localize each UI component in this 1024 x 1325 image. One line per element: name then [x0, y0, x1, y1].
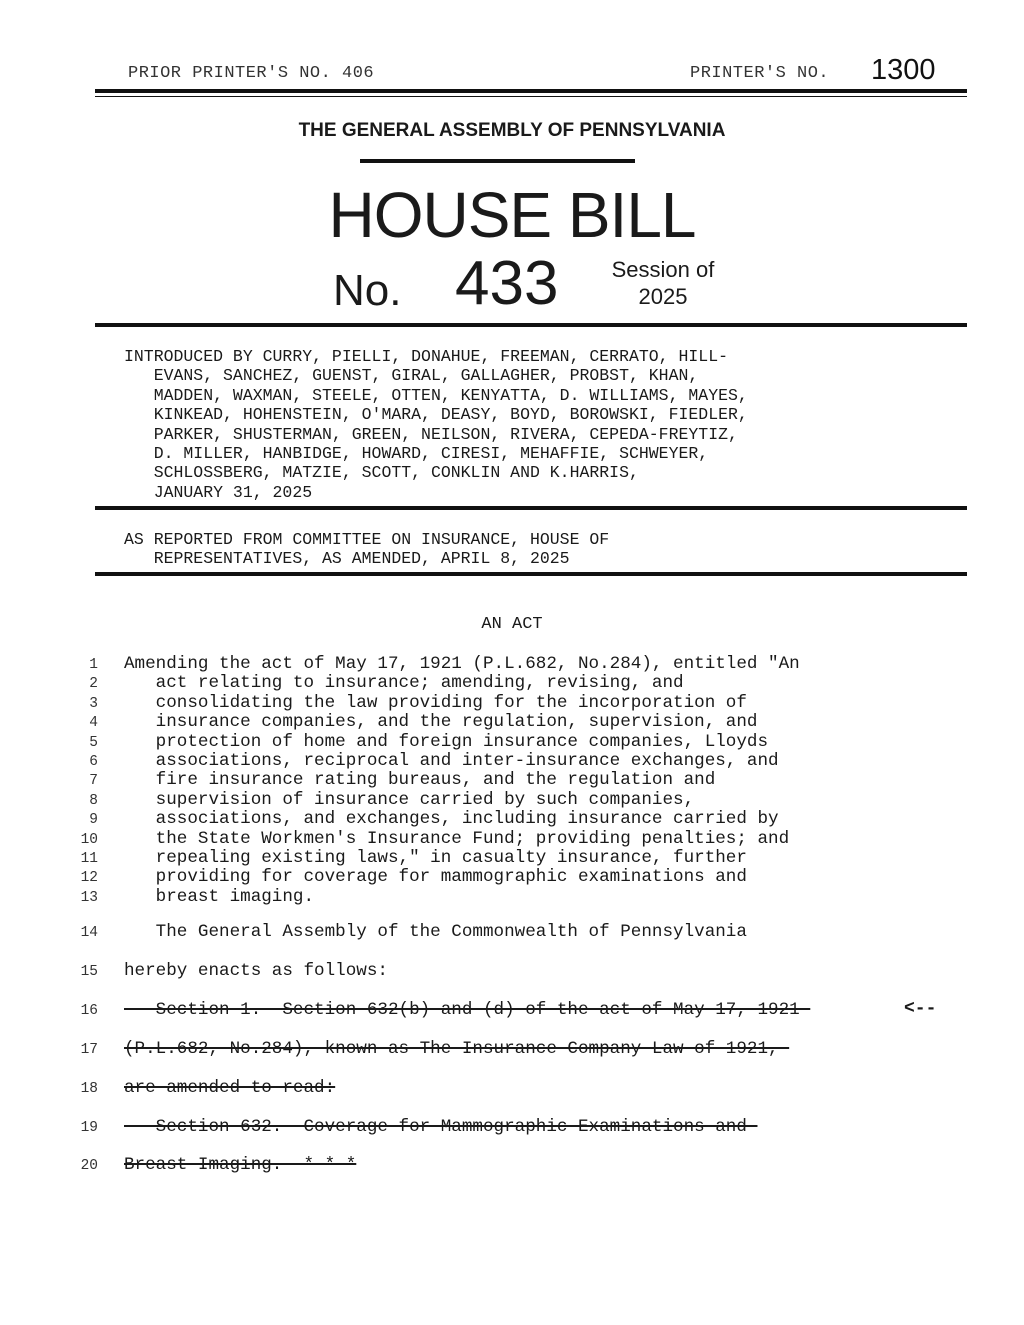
title-line: Amending the act of May 17, 1921 (P.L.682, No.284), entitled "An	[124, 654, 800, 674]
title-line: breast imaging.	[124, 886, 315, 907]
line-number: 16	[80, 1002, 98, 1019]
deleted-text-line: (P.L.682, No.284), known as The Insurance Company Law of 1921,	[124, 1038, 790, 1059]
line-number: 4	[89, 715, 98, 732]
amendment-marker: <--	[904, 999, 937, 1019]
line-number: 15	[80, 963, 98, 980]
report-rule	[95, 572, 967, 576]
body-line: hereby enacts as follows:	[124, 960, 388, 981]
title-line: repealing existing laws," in casualty insurance, further	[124, 848, 747, 868]
line-number: 9	[89, 812, 98, 829]
title-line: insurance companies, and the regulation, supervision, and	[124, 712, 758, 733]
deleted-text-line: are amended to read:	[124, 1077, 336, 1098]
prior-printer-number: PRIOR PRINTER'S NO. 406	[128, 64, 375, 83]
bill-number-label: No.	[333, 266, 402, 315]
line-number: 18	[80, 1080, 98, 1097]
line-number: 10	[80, 831, 98, 848]
deleted-text-line: Section 632. Coverage for Mammographic Examinations and	[124, 1116, 758, 1137]
line-number: 19	[80, 1119, 98, 1136]
line-number: 3	[89, 695, 98, 712]
line-number: 17	[80, 1041, 98, 1058]
line-number: 12	[80, 870, 98, 887]
deleted-text-line: Section 1. Section 632(b) and (d) of the act of May 17, 1921	[124, 999, 811, 1020]
bill-type: HOUSE BILL	[328, 179, 696, 251]
title-line: act relating to insurance; amending, revising, and	[124, 673, 684, 694]
title-line: the State Workmen's Insurance Fund; providing penalties; and	[124, 828, 790, 849]
header-rule	[95, 89, 967, 93]
title-rule	[95, 323, 967, 327]
assembly-title: THE GENERAL ASSEMBLY OF PENNSYLVANIA	[298, 120, 726, 141]
line-number: 20	[80, 1158, 98, 1175]
session-info	[608, 256, 718, 310]
introduced-by: INTRODUCED BY CURRY, PIELLI, DONAHUE, FREEMAN, CERRATO, HILL- EVANS, SANCHEZ, GUENST, GIRAL, GALLAGHER, PROBST, KHAN, MADDEN, WAXMAN, STEELE, OTTEN, KENYATTA, D. WILLIAMS, MAYES, KINKEAD, HOHENSTEIN, O'MARA, DEASY, BOYD, BOROWSKI, FIEDLER, PARKER, SHUSTERMAN, GREEN, NEILSON, RIVERA, CEPEDA-FREYTIZ, D. MILLER, HANBIDGE, HOWARD, CIRESI, MEHAFFIE, SCHWEYER, SCHLOSSBERG, MATZIE, SCOTT, CONKLIN AND K.HARRIS, JANUARY 31, 2025	[124, 347, 748, 502]
line-number: 8	[89, 792, 98, 809]
line-number: 13	[80, 889, 98, 906]
line-number: 7	[89, 773, 98, 790]
title-line: associations, and exchanges, including insurance carried by	[124, 809, 779, 830]
session-year: 2025	[638, 284, 688, 309]
session-label: Session of	[611, 257, 715, 282]
committee-report: AS REPORTED FROM COMMITTEE ON INSURANCE, HOUSE OF REPRESENTATIVES, AS AMENDED, APRIL 8, 2025	[124, 530, 610, 569]
title-line: associations, reciprocal and inter-insurance exchanges, and	[124, 751, 779, 771]
bill-number: 433	[455, 249, 559, 318]
title-line: supervision of insurance carried by such companies,	[124, 789, 695, 810]
line-number: 1	[89, 657, 98, 673]
title-line: providing for coverage for mammographic examinations and	[124, 867, 747, 888]
deleted-text-line: Breast Imaging. * * *	[124, 1155, 357, 1176]
line-number: 11	[80, 851, 98, 867]
line-number: 14	[80, 925, 98, 941]
introduced-rule	[95, 506, 967, 510]
title-divider	[360, 159, 635, 163]
line-number: 5	[89, 734, 98, 751]
printer-label: PRINTER'S NO.	[690, 64, 830, 83]
line-number: 6	[89, 754, 98, 770]
title-line: consolidating the law providing for the incorporation of	[124, 692, 747, 713]
line-number: 2	[89, 676, 98, 693]
title-line: fire insurance rating bureaus, and the regulation and	[124, 770, 716, 791]
printer-number: 1300	[871, 54, 936, 86]
act-heading: AN ACT	[481, 615, 543, 634]
header-rule-thin	[95, 96, 967, 97]
title-line: protection of home and foreign insurance companies, Lloyds	[124, 731, 769, 752]
body-line: The General Assembly of the Commonwealth of Pennsylvania	[124, 922, 747, 942]
